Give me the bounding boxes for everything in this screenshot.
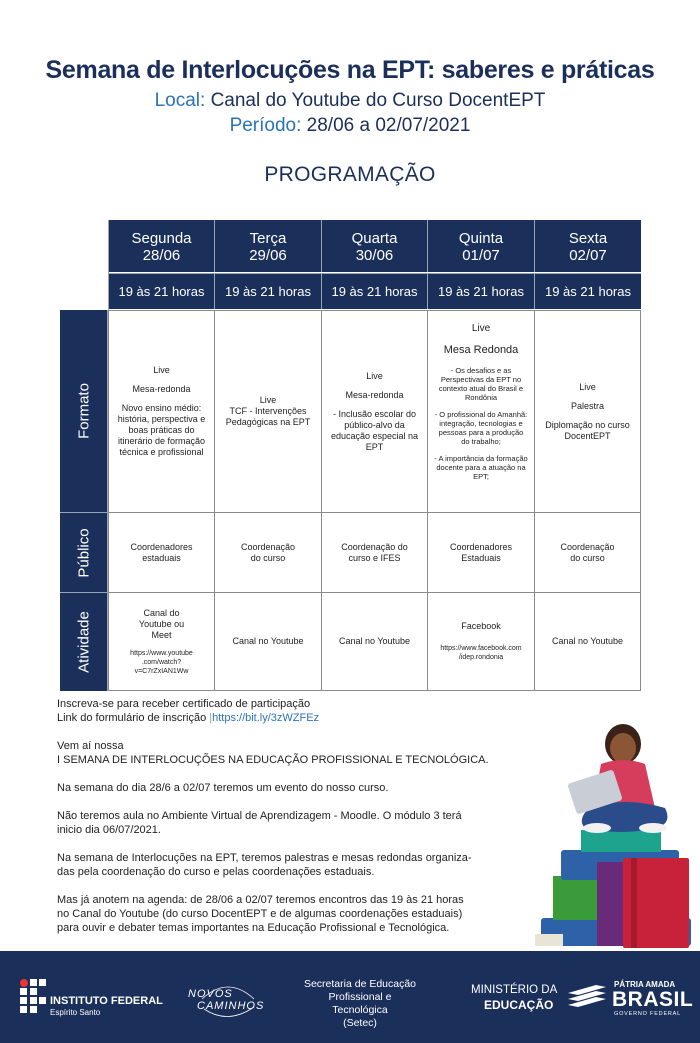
day-header-sexta — [534, 220, 641, 272]
formato-sexta — [534, 310, 641, 513]
format-description: Diplomação no curso DocentEPT — [545, 419, 630, 441]
mec-line-2: EDUCAÇÃO — [484, 998, 554, 1012]
brasil-flag-icon — [566, 983, 608, 1013]
format-topic: - O profissional do Amanhã: integração, tecnologias e pessoas para a produção do trabalho; — [434, 410, 528, 446]
row-label-formato — [60, 310, 108, 512]
format-type: Live — [366, 370, 383, 381]
row-label-publico — [60, 512, 108, 592]
student-laptop-illustration — [505, 712, 700, 951]
row-label-atividade — [60, 592, 108, 691]
day-name: Segunda — [131, 230, 192, 247]
mec-line-1: MINISTÉRIO DA — [471, 984, 558, 996]
format-description: Novo ensino médio: história, perspectiva e boas práticas do itinerário de formação técnica e profissional — [117, 403, 206, 457]
formato-quinta — [427, 310, 535, 513]
day-date: 30/06 — [355, 247, 394, 264]
day-name: Sexta — [568, 230, 608, 247]
setec-line: Secretaria de Educação — [303, 978, 417, 990]
activity-channel: Facebook — [461, 621, 501, 631]
activity-channel: Canal do Youtube ou Meet — [138, 607, 185, 640]
paragraph-4c: para ouvir e debater temas importantes na Educação Profissional e Tecnológica. — [57, 922, 450, 934]
atividade-sexta: Canal no Youtube — [534, 592, 641, 691]
day-name: Quinta — [458, 230, 504, 247]
time-segunda: 19 às 21 horas — [108, 273, 214, 309]
programacao-heading: PROGRAMAÇÃO — [264, 163, 436, 186]
format-description: TCF - Intervenções Pedagógicas na EPT — [225, 406, 311, 427]
publico-quarta: Coordenação do curso e IFES — [321, 512, 428, 593]
paragraph-1: Na semana do dia 28/6 a 02/07 teremos um evento do nosso curso. — [57, 782, 389, 794]
paragraph-2b: inicio dia 06/07/2021. — [57, 824, 161, 836]
paragraph-3b: das pela coordenação do curso e pelas coordenações estaduais. — [57, 866, 375, 878]
publico-quinta: Coordenadores Estaduais — [427, 512, 535, 593]
instituto-federal-logo-icon — [20, 979, 46, 1013]
publico-sexta: Coordenação do curso — [534, 512, 641, 593]
setec-line: (Setec) — [343, 1017, 377, 1029]
local-value: Canal do Youtube do Curso DocentEPT — [210, 90, 546, 111]
setec-line: Profissional e Tecnológica — [328, 991, 392, 1016]
if-name: INSTITUTO FEDERAL — [50, 995, 163, 1007]
event-period — [0, 115, 700, 137]
day-date: 02/07 — [569, 247, 607, 264]
paragraph-3a: Na semana de Interlocuções na EPT, teremos palestras e mesas redondas organiza- — [57, 852, 472, 864]
periodo-label: Período: — [229, 115, 302, 136]
event-location — [0, 90, 700, 112]
paragraph-2a: Não teremos aula no Ambiente Virtual de Aprendizagem - Moodle. O módulo 3 terá — [57, 810, 462, 822]
format-type: Live — [579, 381, 596, 392]
governo-federal: GOVERNO FEDERAL — [614, 1011, 682, 1017]
patria-amada: PÁTRIA AMADA — [614, 980, 676, 989]
paragraph-4b: no Canal do Youtube (do curso DocentEPT e de algumas coordenações estaduais) — [57, 908, 463, 920]
periodo-value: 28/06 a 02/07/2021 — [306, 115, 471, 136]
footer-bar — [0, 951, 700, 1043]
inscreva-text: Inscreva-se para receber certificado de participação — [57, 698, 311, 710]
day-name: Terça — [249, 230, 287, 247]
inscricao-link[interactable]: https://bit.ly/3zWZFEz — [212, 712, 320, 724]
day-name: Quarta — [351, 230, 398, 247]
atividade-terca: Canal no Youtube — [214, 592, 322, 691]
activity-link[interactable]: https://www.facebook.com /idep.rondonia — [440, 645, 522, 661]
activity-link[interactable]: https://www.youtube .com/watch?v=C7rZxIAN1Ww — [130, 649, 193, 675]
semana-heading: I SEMANA DE INTERLOCUÇÕES NA EDUCAÇÃO PROFISSIONAL E TECNOLÓGICA. — [57, 754, 489, 766]
row-label-text: Público — [75, 527, 92, 578]
format-subtype: Mesa-redonda — [345, 389, 404, 400]
inscricao-line: Link do formulário de inscrição |https://bit.ly/3zWZFEz — [57, 712, 320, 724]
format-subtype: Palestra — [570, 400, 605, 411]
format-subtype: Mesa-redonda — [132, 384, 191, 394]
local-label: Local: — [154, 90, 206, 111]
time-sexta: 19 às 21 horas — [534, 273, 641, 309]
atividade-segunda — [108, 592, 215, 691]
time-quinta: 19 às 21 horas — [427, 273, 534, 309]
if-campus: Espírito Santo — [50, 1008, 101, 1017]
day-date: 01/07 — [462, 247, 500, 264]
vem-text: Vem aí nossa — [57, 740, 124, 752]
formato-segunda — [108, 310, 215, 513]
publico-terca: Coordenação do curso — [214, 512, 322, 593]
inscricao-label: Link do formulário de inscrição — [57, 712, 207, 724]
day-header-quarta — [321, 220, 427, 272]
day-date: 29/06 — [249, 247, 287, 264]
format-type: Live — [153, 365, 170, 375]
time-terca: 19 às 21 horas — [214, 273, 321, 309]
atividade-quarta: Canal no Youtube — [321, 592, 428, 691]
time-quarta: 19 às 21 horas — [321, 273, 427, 309]
page-title: Semana de Interlocuções na EPT: saberes e práticas — [45, 56, 655, 84]
publico-segunda: Coordenadores estaduais — [108, 512, 215, 593]
day-header-terca — [214, 220, 321, 272]
novos-text: NOVOS — [188, 988, 233, 1000]
paragraph-4a: Mas já anotem na agenda: de 28/06 a 02/07 teremos encontros das 19 às 21 horas — [57, 894, 464, 906]
book-icon — [581, 830, 661, 852]
row-label-text: Atividade — [75, 611, 92, 673]
format-topic: - Os desafios e as Perspectivas da EPT no contexto atual do Brasil e Rondônia — [438, 366, 524, 402]
atividade-quinta — [427, 592, 535, 691]
row-label-text: Formato — [75, 383, 92, 439]
formato-quarta — [321, 310, 428, 513]
day-date: 28/06 — [142, 247, 181, 264]
format-subtype: Mesa Redonda — [443, 344, 519, 356]
day-header-segunda — [108, 220, 214, 272]
day-header-quinta — [427, 220, 534, 272]
format-type: Live — [259, 395, 277, 405]
brasil-text: BRASIL — [612, 988, 694, 1011]
format-type: Live — [471, 323, 491, 334]
format-description: - Inclusão escolar do público-alvo da educação especial na EPT — [330, 408, 419, 452]
setec-block — [300, 978, 420, 1030]
formato-terca — [214, 310, 322, 513]
format-topic: - A importância da formação docente para a atuação na EPT; — [434, 454, 528, 481]
caminhos-text: CAMINHOS — [197, 1000, 265, 1012]
